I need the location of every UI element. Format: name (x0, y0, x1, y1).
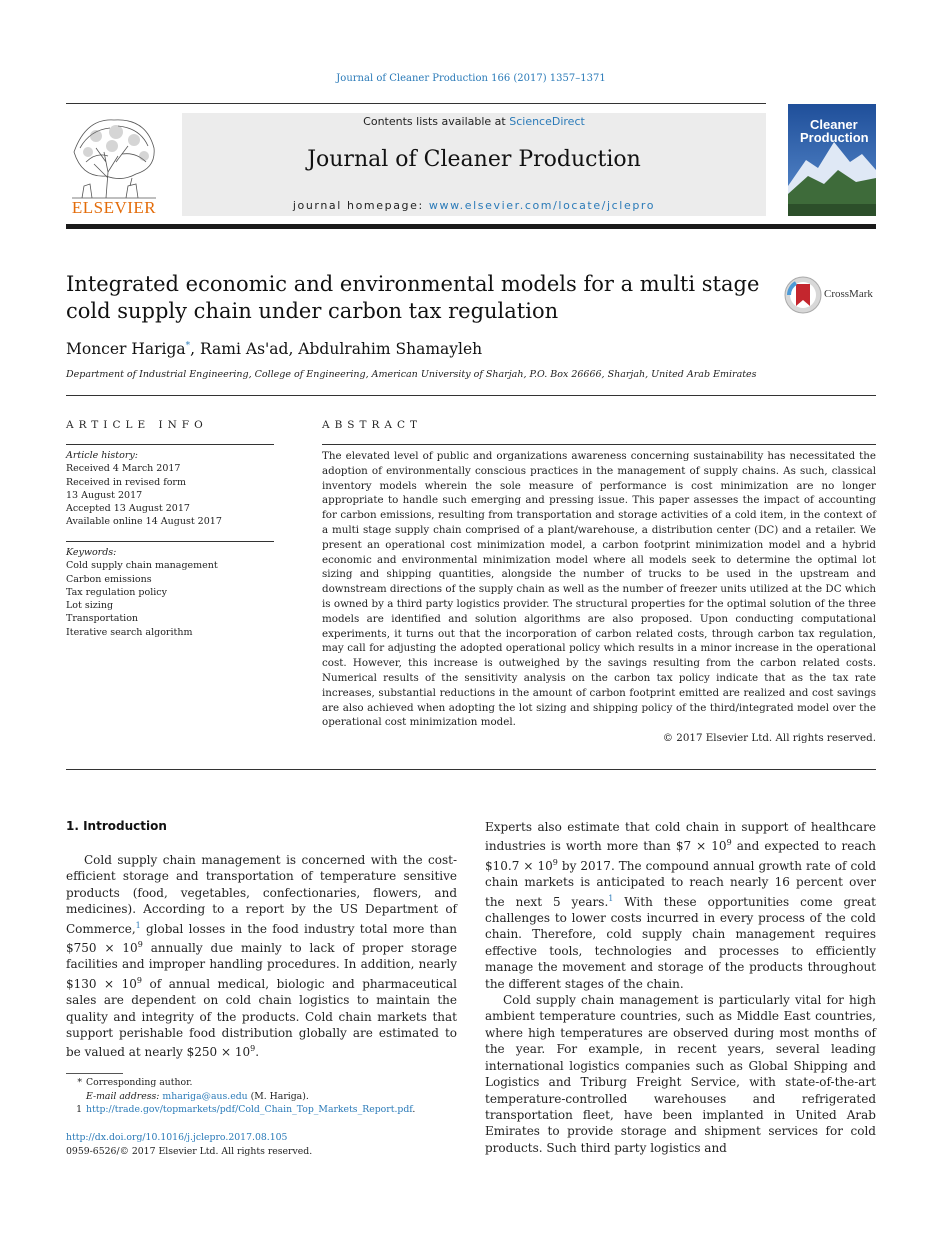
section-heading: 1. Introduction (66, 819, 167, 833)
history-label: Article history: (66, 450, 138, 461)
keyword-item: Lot sizing (66, 600, 114, 612)
body-column-left (66, 852, 457, 1061)
homepage-line (182, 199, 766, 212)
crossmark-icon (784, 276, 822, 314)
body-paragraph: Cold supply chain management is particularly vital for high ambient temperature countries, such as Middle East countries, where high temperatures are observed during most months of the year. For example, in recent years, several leading international logistics companies such as Global Shipping and Logistics and Triburg Freight Service, with state-of-the-art temperature-controlled warehouses and refrigerated transportation fleet, have been implanted in United Arab Emirates to provide storage and shipment services for cold products. Such third party logistics and (485, 993, 876, 1155)
abstract-copyright: © 2017 Elsevier Ltd. All rights reserved. (662, 732, 876, 744)
journal-banner (182, 113, 766, 216)
corresponding-author-mark[interactable]: * (185, 340, 191, 351)
header-rule (66, 103, 766, 104)
crossmark-label: CrossMark (824, 288, 873, 300)
keyword-item: Transportation (66, 613, 139, 625)
footnote-1: 1 http://trade.gov/topmarkets/pdf/Cold_Chain_Top_Markets_Report.pdf. (76, 1104, 416, 1115)
author-list (66, 340, 482, 358)
issn-line: 0959-6526/© 2017 Elsevier Ltd. All rights reserved. (66, 1145, 313, 1157)
journal-homepage-link[interactable]: www.elsevier.com/locate/jclepro (428, 199, 656, 212)
body-paragraph: Cold supply chain management is concerned with the cost-efficient storage and transportation of temperature sensitive products (food, vegetables, confectionaries, flowers, and medicines). According to a report by the US Department of Commerce,$^1$ global losses in the food industry total more than $750 × $10^9$ annually due mainly to lack of proper storage facilities and improper handling procedures. In addition, nearly $130 × $10^9$ of annual medical, biologic and pharmaceutical sales are dependent on cold chain logistics to maintain the quality and integrity of the products. Cold chain markets that support perishable food distribution globally are estimated to be valued at nearly $250 × $10^9$. (66, 853, 457, 1060)
history-item: Accepted 13 August 2017 (66, 503, 190, 515)
homepage-prefix: journal homepage: (292, 199, 429, 212)
keyword-item: Carbon emissions (66, 573, 152, 585)
keywords-list (66, 546, 276, 639)
other-authors: , Rami As'ad, Abdulrahim Shamayleh (190, 340, 483, 358)
abstract-bottom-rule (66, 769, 876, 770)
journal-title: Journal of Cleaner Production (307, 147, 641, 172)
email-link[interactable]: mhariga@aus.edu (162, 1090, 248, 1102)
article-history (66, 449, 276, 529)
article-info-heading: ARTICLE INFO (66, 419, 208, 431)
keyword-item: Iterative search algorithm (66, 626, 193, 638)
history-item: Available online 14 August 2017 (66, 516, 222, 528)
cover-title-line2: Production (800, 130, 869, 145)
author-name[interactable]: Moncer Hariga (66, 340, 186, 358)
cover-title-line1: Cleaner (810, 117, 858, 132)
keywords-label: Keywords: (66, 547, 117, 558)
history-item: Received in revised form (66, 476, 186, 488)
publisher-wordmark: ELSEVIER (71, 198, 157, 217)
footnotes (66, 1076, 415, 1117)
journal-cover-image (788, 104, 876, 216)
doi-link[interactable]: http://dx.doi.org/10.1016/j.jclepro.2017.08.105 (66, 1132, 288, 1143)
keywords-rule (66, 541, 274, 542)
footnote-rule (66, 1073, 123, 1074)
abstract-heading: ABSTRACT (322, 419, 423, 431)
body-paragraph: Experts also estimate that cold chain in support of healthcare industries is worth more than $7 × $10^9$ and expected to reach $10.7 × $10^9$ by 2017. The compound annual growth rate of cold chain markets is anticipated to reach nearly 16 percent over the next 5 years.$^1$ With these opportunities come great challenges to lower costs incurred in every process of the cold chain. Therefore, cold supply chain management requires effective tools, technologies and processes to efficiently manage the movement and storage of the products throughout the different stages of the chain. (485, 820, 876, 991)
header-thick-rule (66, 224, 876, 229)
history-item: Received 4 March 2017 (66, 463, 181, 475)
contents-line (182, 115, 766, 128)
abstract-rule (322, 444, 876, 445)
history-item: 13 August 2017 (66, 489, 143, 501)
article-title: Integrated economic and environmental models for a multi stage cold supply chain under carbon tax regulation (66, 272, 760, 323)
contents-prefix: Contents lists available at (363, 115, 510, 128)
footnote-url-link[interactable]: http://trade.gov/topmarkets/pdf/Cold_Chain_Top_Markets_Report.pdf (86, 1104, 413, 1115)
body-column-right (485, 819, 876, 1156)
journal-citation[interactable]: Journal of Cleaner Production 166 (2017) 1357–1371 (336, 73, 606, 84)
footnote-ref[interactable]: 1 (135, 920, 141, 930)
abstract-text: The elevated level of public and organizations awareness concerning sustainability has necessitated the adoption of environmentally conscious practices in the management of supply chains. As such, classical inventory models wherein the sole measure of performance is cost minimization are no longer appropriate to handle such emerging and pressing issue. This paper assesses the impact of accounting for carbon emissions, resulting from transportation and storage activities of a cold item, in the context of a multi stage supply chain comprised of a plant/warehouse, a distribution center (DC) and a retailer. We present an operational cost minimization model, a carbon footprint minimization model and a hybrid economic and environmental minimization model where all models seek to determine the optimal lot sizing and shipping quantities, alongside the number of trucks to be used in the upstream and downstream directions of the supply chain as well as the number of freezer units utilized at the DC which is owned by a third party logistics provider. The structural properties for the optimal solution of the three models are identified and solution algorithms are also proposed. Upon conducting computational experiments, it turns out that the incorporation of carbon related costs, through carbon tax regulation, may call for adjusting the adopted operational policy which results in a minor increase in the operational cost. However, this increase is outweighed by the savings resulting from the carbon related costs. Numerical results of the sensitivity analysis on the carbon tax policy indicate that as the tax rate increases, substantial reductions in the amount of carbon footprint emitted are realized and cost savings are also achieved when adopting the lot sizing and shipping policy of the third/integrated model over the operational cost minimization model. (322, 450, 876, 729)
doi-block (66, 1131, 312, 1158)
footnote-corresponding: * Corresponding author. (77, 1077, 193, 1088)
keyword-item: Cold supply chain management (66, 560, 218, 572)
elsevier-logo (66, 112, 162, 218)
footnote-email: E-mail address: mhariga@aus.edu (M. Hariga). (86, 1090, 309, 1102)
keyword-item: Tax regulation policy (66, 586, 167, 598)
affiliation: Department of Industrial Engineering, College of Engineering, American University of Sharjah, P.O. Box 26666, Sharjah, United Arab Emirates (66, 369, 757, 380)
title-rule (66, 395, 876, 396)
crossmark-badge[interactable] (784, 276, 879, 314)
sciencedirect-link[interactable]: ScienceDirect (509, 115, 585, 128)
footnote-ref[interactable]: 1 (608, 893, 614, 903)
article-info-rule (66, 444, 274, 445)
